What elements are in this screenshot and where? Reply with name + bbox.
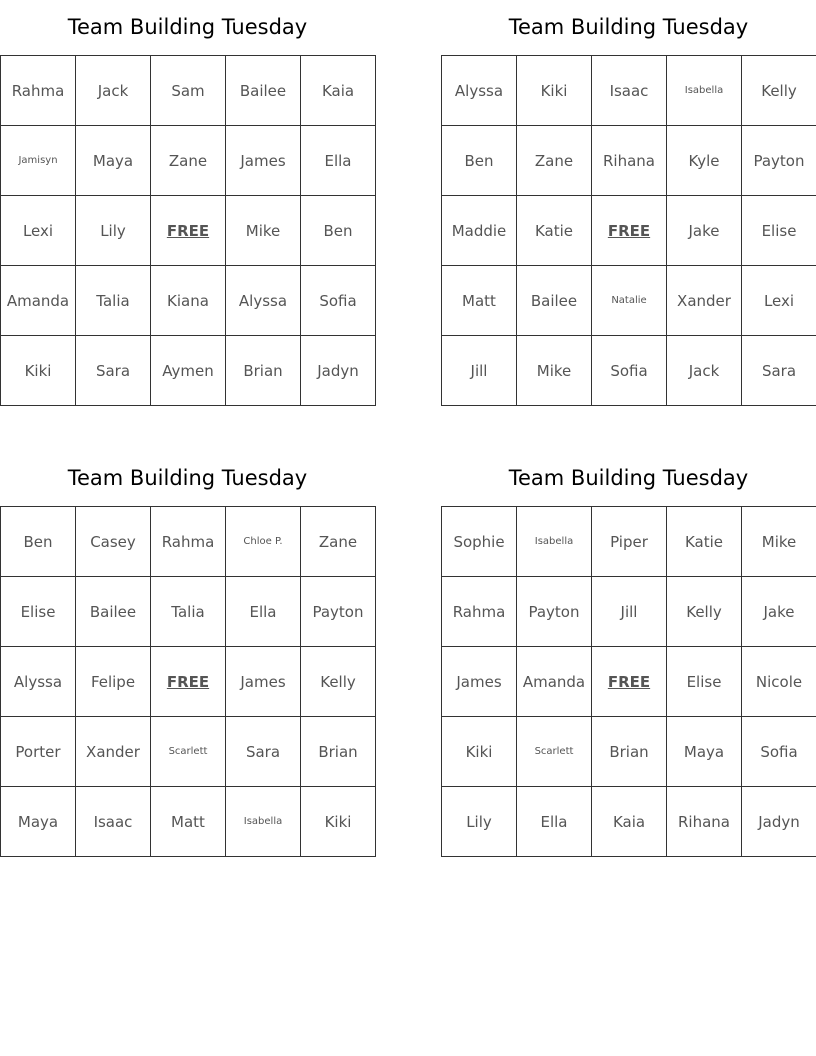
grid-cell: Ben bbox=[442, 126, 517, 196]
grid-cell: Rahma bbox=[442, 577, 517, 647]
grid-cell: Mike bbox=[742, 507, 816, 577]
grid-cell: Sofia bbox=[301, 266, 376, 336]
grid-cell: Sara bbox=[226, 717, 301, 787]
grid-cell: Lexi bbox=[742, 266, 816, 336]
grid-row bbox=[1, 336, 376, 406]
grid-cell: Chloe P. bbox=[226, 507, 301, 577]
grid-cell: Scarlett bbox=[151, 717, 226, 787]
grid-cell: Piper bbox=[592, 507, 667, 577]
grid-cell: Jill bbox=[592, 577, 667, 647]
grid-cell: Bailee bbox=[517, 266, 592, 336]
grid-cell: Jadyn bbox=[742, 787, 816, 857]
grid-row bbox=[1, 56, 376, 126]
grid-row bbox=[442, 507, 816, 577]
grid-cell: Isaac bbox=[592, 56, 667, 126]
grid-cell: Rihana bbox=[592, 126, 667, 196]
grid-cell: Aymen bbox=[151, 336, 226, 406]
grid-cell: Sara bbox=[742, 336, 816, 406]
bingo-card bbox=[0, 0, 375, 406]
grid-cell: Nicole bbox=[742, 647, 816, 717]
grid-cell: Kelly bbox=[667, 577, 742, 647]
grid-cell: Alyssa bbox=[226, 266, 301, 336]
grid-cell: Ben bbox=[1, 507, 76, 577]
grid-cell: Isaac bbox=[76, 787, 151, 857]
grid-cell: Sara bbox=[76, 336, 151, 406]
bingo-card bbox=[441, 451, 816, 857]
grid-cell: Sofia bbox=[742, 717, 816, 787]
grid-cell: Kaia bbox=[592, 787, 667, 857]
grid-cell: Jake bbox=[742, 577, 816, 647]
grid-cell: Isabella bbox=[226, 787, 301, 857]
grid-row bbox=[442, 717, 816, 787]
grid-cell: Mike bbox=[517, 336, 592, 406]
grid-cell: Payton bbox=[742, 126, 816, 196]
grid-cell: Ella bbox=[226, 577, 301, 647]
card-title: Team Building Tuesday bbox=[67, 466, 308, 490]
grid-cell: Lily bbox=[442, 787, 517, 857]
grid-cell: Ella bbox=[517, 787, 592, 857]
bingo-card bbox=[441, 0, 816, 406]
grid-cell: Brian bbox=[301, 717, 376, 787]
card-title: Team Building Tuesday bbox=[508, 466, 749, 490]
grid-cell: Alyssa bbox=[442, 56, 517, 126]
grid-cell: Xander bbox=[76, 717, 151, 787]
grid-cell: Talia bbox=[151, 577, 226, 647]
grid-cell: Casey bbox=[76, 507, 151, 577]
grid-row bbox=[442, 577, 816, 647]
grid-row bbox=[1, 196, 376, 266]
grid-cell: Kiki bbox=[517, 56, 592, 126]
grid-cell: Amanda bbox=[517, 647, 592, 717]
grid-cell: Kelly bbox=[742, 56, 816, 126]
grid-row bbox=[442, 647, 816, 717]
grid-cell: Bailee bbox=[226, 56, 301, 126]
grid-cell: Jack bbox=[667, 336, 742, 406]
grid-cell: Katie bbox=[517, 196, 592, 266]
grid-cell: Jack bbox=[76, 56, 151, 126]
grid-cell: Payton bbox=[301, 577, 376, 647]
grid-cell: Kelly bbox=[301, 647, 376, 717]
grid-row bbox=[1, 126, 376, 196]
grid-cell: Jill bbox=[442, 336, 517, 406]
grid-cell: Elise bbox=[1, 577, 76, 647]
grid-cell: Felipe bbox=[76, 647, 151, 717]
grid-cell: Kiki bbox=[1, 336, 76, 406]
grid-cell: Katie bbox=[667, 507, 742, 577]
grid-cell: Sophie bbox=[442, 507, 517, 577]
grid-cell: Maya bbox=[667, 717, 742, 787]
grid-cell: Matt bbox=[442, 266, 517, 336]
grid-cell: Isabella bbox=[667, 56, 742, 126]
grid-cell: Alyssa bbox=[1, 647, 76, 717]
grid-row bbox=[442, 336, 816, 406]
grid-cell: Payton bbox=[517, 577, 592, 647]
grid-row bbox=[442, 196, 816, 266]
grid-row bbox=[1, 577, 376, 647]
grid-cell: Kyle bbox=[667, 126, 742, 196]
card-title: Team Building Tuesday bbox=[508, 15, 749, 39]
grid-cell: Kiki bbox=[442, 717, 517, 787]
grid-row bbox=[442, 266, 816, 336]
free-space-cell: FREE bbox=[151, 647, 226, 717]
grid-cell: Sam bbox=[151, 56, 226, 126]
grid-row bbox=[1, 647, 376, 717]
grid-cell: James bbox=[226, 647, 301, 717]
card-title: Team Building Tuesday bbox=[67, 15, 308, 39]
grid-cell: James bbox=[226, 126, 301, 196]
grid-cell: Matt bbox=[151, 787, 226, 857]
grid-row bbox=[442, 787, 816, 857]
grid-row bbox=[442, 126, 816, 196]
grid-cell: Kiki bbox=[301, 787, 376, 857]
grid-cell: Elise bbox=[742, 196, 816, 266]
free-space-cell: FREE bbox=[592, 196, 667, 266]
grid-cell: Natalie bbox=[592, 266, 667, 336]
grid-row bbox=[1, 266, 376, 336]
grid-cell: Zane bbox=[301, 507, 376, 577]
bingo-grid bbox=[441, 55, 816, 406]
grid-cell: Amanda bbox=[1, 266, 76, 336]
bingo-grid bbox=[0, 55, 376, 406]
grid-cell: Ella bbox=[301, 126, 376, 196]
bingo-grid bbox=[0, 506, 376, 857]
grid-cell: Bailee bbox=[76, 577, 151, 647]
grid-cell: Xander bbox=[667, 266, 742, 336]
bingo-card bbox=[0, 451, 375, 857]
grid-cell: Rihana bbox=[667, 787, 742, 857]
grid-cell: Brian bbox=[226, 336, 301, 406]
grid-row bbox=[1, 507, 376, 577]
grid-cell: Zane bbox=[151, 126, 226, 196]
grid-cell: Kiana bbox=[151, 266, 226, 336]
grid-cell: Kaia bbox=[301, 56, 376, 126]
grid-cell: Zane bbox=[517, 126, 592, 196]
free-space-cell: FREE bbox=[151, 196, 226, 266]
grid-row bbox=[1, 717, 376, 787]
grid-cell: Scarlett bbox=[517, 717, 592, 787]
grid-cell: Maya bbox=[1, 787, 76, 857]
grid-cell: Sofia bbox=[592, 336, 667, 406]
grid-row bbox=[442, 56, 816, 126]
grid-cell: Isabella bbox=[517, 507, 592, 577]
grid-row bbox=[1, 787, 376, 857]
grid-cell: Rahma bbox=[1, 56, 76, 126]
grid-cell: Maya bbox=[76, 126, 151, 196]
grid-cell: Jake bbox=[667, 196, 742, 266]
grid-cell: Maddie bbox=[442, 196, 517, 266]
grid-cell: Jamisyn bbox=[1, 126, 76, 196]
free-space-cell: FREE bbox=[592, 647, 667, 717]
grid-cell: Rahma bbox=[151, 507, 226, 577]
grid-cell: Elise bbox=[667, 647, 742, 717]
grid-cell: Porter bbox=[1, 717, 76, 787]
grid-cell: Jadyn bbox=[301, 336, 376, 406]
grid-cell: Lily bbox=[76, 196, 151, 266]
grid-cell: Mike bbox=[226, 196, 301, 266]
grid-cell: Ben bbox=[301, 196, 376, 266]
grid-cell: Lexi bbox=[1, 196, 76, 266]
bingo-grid bbox=[441, 506, 816, 857]
grid-cell: Talia bbox=[76, 266, 151, 336]
grid-cell: James bbox=[442, 647, 517, 717]
grid-cell: Brian bbox=[592, 717, 667, 787]
